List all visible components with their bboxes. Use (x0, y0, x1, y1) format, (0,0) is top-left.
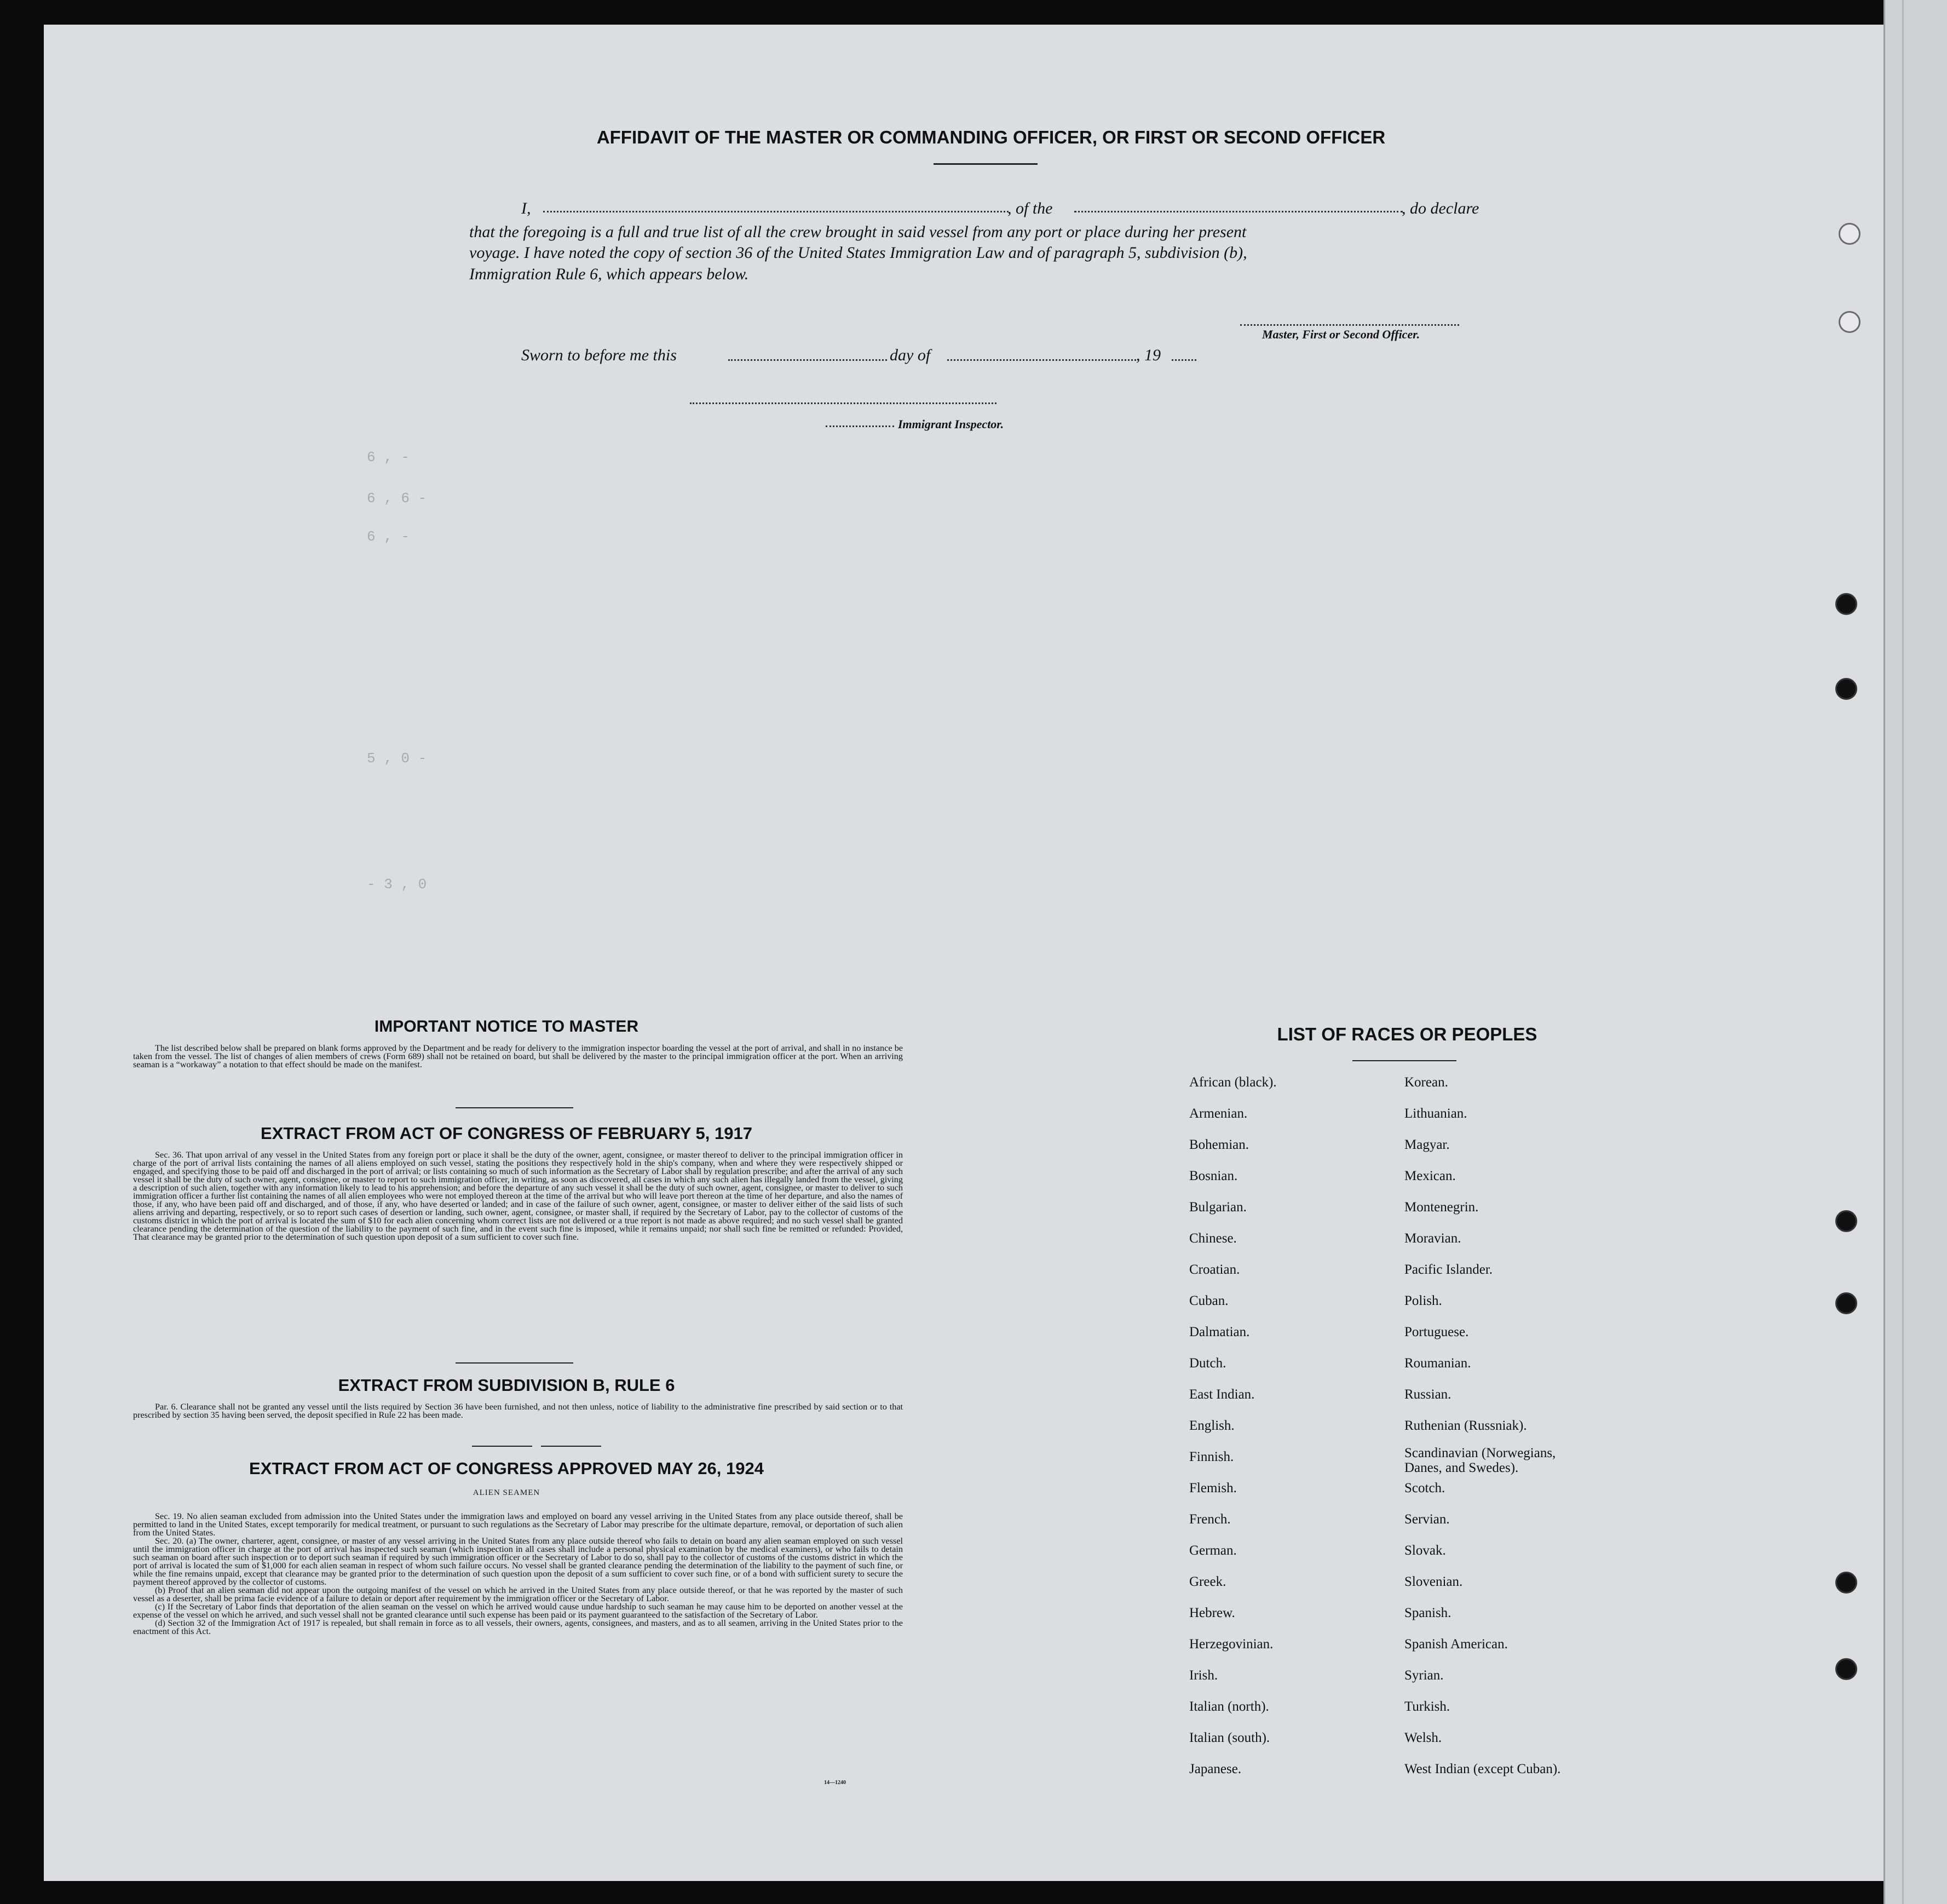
section-rule (456, 1107, 573, 1108)
race-item: Bosnian. (1189, 1169, 1238, 1183)
race-item: Servian. (1404, 1512, 1450, 1527)
race-item: Finnish. (1189, 1449, 1234, 1464)
race-item: Turkish. (1404, 1699, 1450, 1714)
inspector-label-dots (826, 425, 894, 427)
affidavit-of-the-label: , of the (1007, 199, 1053, 217)
master-signature-blank[interactable] (1240, 324, 1459, 326)
race-item: English. (1189, 1418, 1235, 1433)
race-item: German. (1189, 1543, 1237, 1558)
extract-1924-title: EXTRACT FROM ACT OF CONGRESS APPROVED MAY 26, 1924 (249, 1459, 764, 1478)
race-item: Slovenian. (1404, 1574, 1463, 1589)
race-item: Scandinavian (Norwegians, (1404, 1446, 1556, 1460)
section-rule (472, 1446, 532, 1447)
race-item: Greek. (1189, 1574, 1226, 1589)
extract-rule6-title: EXTRACT FROM SUBDIVISION B, RULE 6 (338, 1376, 675, 1395)
race-item: Cuban. (1189, 1293, 1229, 1308)
race-item: Mexican. (1404, 1169, 1456, 1183)
bleed-through-mark: 6 , 6 - (367, 490, 427, 507)
race-item: Chinese. (1189, 1231, 1237, 1246)
race-item: Syrian. (1404, 1668, 1444, 1683)
affidavit-line-4: Immigration Rule 6, which appears below. (469, 265, 749, 283)
race-item: Bohemian. (1189, 1137, 1249, 1152)
sec-20c-paragraph: (c) If the Secretary of Labor finds that deportation of the alien seaman on the vessel on which he arrived would cause undue hardship to such seaman he may cause him to be deported on another vessel at the expense of the vessel on which he arrived, and such vessel shall not be granted clearance until such expense has been paid or its payment guaranteed to the satisfaction of the Secretary of Labor. (133, 1602, 903, 1620)
page-edge-line (1883, 0, 1885, 1904)
races-title: LIST OF RACES OR PEOPLES (1277, 1024, 1537, 1044)
race-item: Flemish. (1189, 1481, 1237, 1495)
race-item: French. (1189, 1512, 1231, 1527)
sec-20b-paragraph: (b) Proof that an alien seaman did not appear upon the outgoing manifest of the vessel on which he arrived in the United States from any place outside thereof, or that he was reported by the master of such vessel as a deserter, shall be prima facie evidence of a failure to detain or deport after requirement by the immigration officer or the Secretary of Labor. (133, 1585, 903, 1603)
race-item: Portuguese. (1404, 1325, 1469, 1339)
binder-hole (1835, 593, 1857, 615)
page-edge (1883, 0, 1947, 1904)
sec-20d-paragraph: (d) Section 32 of the Immigration Act of 1917 is repealed, but shall remain in force as to all vessels, their owners, agents, consignees, and masters, and as to all seamen, arriving in the United States prior to the enactment of this Act. (133, 1618, 903, 1636)
sworn-month-blank[interactable] (947, 359, 1136, 361)
race-item: Ruthenian (Russniak). (1404, 1418, 1527, 1433)
race-item: Hebrew. (1189, 1606, 1235, 1620)
vessel-blank[interactable] (1074, 211, 1403, 212)
notice-paragraph: The list described below shall be prepared on blank forms approved by the Department and be ready for delivery to the immigration inspector boarding the vessel at the port of arrival, and shall in no instance be taken from the vessel. The list of changes of alien members of crews (Form 689) shall not be retained on board, but shall be delivered by the master to the principal immigration officer at the port. When an arriving seaman is a “workaway” a notation to that effect should be made on the manifest. (133, 1043, 903, 1069)
sworn-prefix: Sworn to before me this (521, 346, 677, 364)
race-item: Slovak. (1404, 1543, 1446, 1558)
binder-hole (1835, 1292, 1857, 1314)
sworn-day-of-label: day of (890, 346, 931, 364)
section-rule (456, 1362, 573, 1364)
notice-title: IMPORTANT NOTICE TO MASTER (374, 1017, 639, 1036)
binder-hole (1835, 1210, 1857, 1232)
affidavit-line-3: voyage. I have noted the copy of section 36 of the United States Immigration Law and of paragraph 5, subdivision (b), (469, 244, 1247, 262)
extract-1917-paragraph: Sec. 36. That upon arrival of any vessel in the United States from any foreign port or place it shall be the duty of the owner, agent, consignee, or master thereof to deliver to the principal immigration officer in charge of the port of arrival lists containing the names of all aliens employed on such vessel, stating the positions they respectively hold in the ship's company, when and where they were respectively shipped or engaged, and specifying those to be paid off and discharged in the port of arrival; or lists containing so much of such information as the Secretary of Labor shall by regulation prescribe; and after the arrival of any such vessel it shall be the duty of such owner, agent, consignee, or master to report to such immigration officer, in writing, as soon as discovered, all cases in which any such alien has illegally landed from the vessel, giving a description of such alien, together with any information likely to lead to his apprehension; and before the departure of any such vessel it shall be the duty of such owner, agent, consignee, or master to deliver to such immigration officer a further list containing the names of all alien employees who were not employed thereon at the time of the arrival but who will leave port thereon at the time of her departure, and also the names of those, if any, who have been paid off and discharged, and of those, if any, who have deserted or landed; and in case of the failure of such owner, agent, consignee, or master to deliver either of the said lists of such aliens arriving and departing, respectively, or so to report such cases of desertion or landing, such owner, agent, consignee, or master shall, if required by the Secretary of Labor, pay to the collector of customs of the customs district in which the port of arrival is located the sum of $10 for each alien concerning whom correct lists are not delivered or a true report is not made as above required; and no such vessel shall be granted clearance pending the determination of the question of the liability to the payment of such fine, and in the event such fine is imposed, while it remains unpaid; nor shall such fine be remitted or refunded: Provided, That clearance may be granted prior to the determination of such question upon deposit of a sum sufficient to cover such fine. (133, 1150, 903, 1242)
race-item: Italian (north). (1189, 1699, 1269, 1714)
race-item: Spanish. (1404, 1606, 1451, 1620)
affidavit-do-declare-label: , do declare (1402, 199, 1479, 217)
race-item: Dutch. (1189, 1356, 1226, 1371)
race-item: West Indian (except Cuban). (1404, 1762, 1561, 1776)
race-item: Polish. (1404, 1293, 1442, 1308)
affidavit-title: AFFIDAVIT OF THE MASTER OR COMMANDING OFFICER, OR FIRST OR SECOND OFFICER (596, 127, 1386, 147)
page-edge-line (1902, 0, 1904, 1904)
race-item: Russian. (1404, 1387, 1451, 1402)
master-signature-label: Master, First or Second Officer. (1262, 327, 1420, 341)
race-item: Roumanian. (1404, 1356, 1471, 1371)
binder-hole (1839, 223, 1860, 245)
race-item: Bulgarian. (1189, 1200, 1247, 1215)
race-item: East Indian. (1189, 1387, 1255, 1402)
sworn-year-blank[interactable] (1172, 359, 1196, 361)
race-item: Welsh. (1404, 1730, 1442, 1745)
binder-hole (1835, 678, 1857, 700)
inspector-signature-blank[interactable] (690, 402, 996, 404)
extract-1917-title: EXTRACT FROM ACT OF CONGRESS OF FEBRUARY 5, 1917 (261, 1124, 752, 1143)
races-title-rule (1352, 1060, 1456, 1061)
alien-seamen-subtitle: ALIEN SEAMEN (473, 1488, 540, 1497)
sworn-day-blank[interactable] (728, 359, 887, 361)
race-item-continued: Danes, and Swedes). (1404, 1460, 1519, 1475)
binder-hole (1835, 1658, 1857, 1680)
sec-20a-paragraph: Sec. 20. (a) The owner, charterer, agent, consignee, or master of any vessel arriving in the United States from any place outside thereof who fails to detain on board any alien seaman employed on such vessel until the immigration officer in charge at the port of arrival has inspected such seaman (which inspection in all cases shall include a personal physical examination by the medical examiners), or who fails to detain such seaman on board after such inspection or to deport such seaman if required by such immigration officer or the Secretary of Labor to do so, shall pay to the collector of customs of the customs district in which the port of arrival is located the sum of $1,000 for each alien seaman in respect of whom such failure occurs. No vessel shall be granted clearance pending the determination of the liability to the payment of such fine, or while the fine remains unpaid, except that clearance may be granted prior to the determination of such question upon the deposit of a sum sufficient to cover such fine, or of a bond with sufficient surety to secure the payment thereof approved by the collector of customs. (133, 1536, 903, 1587)
affidavit-i-label: I, (521, 199, 531, 217)
binder-hole (1839, 311, 1860, 333)
affidavit-line-2: that the foregoing is a full and true list of all the crew brought in said vessel from any port or place during her present (469, 223, 1247, 241)
bleed-through-mark: - 3 , 0 (367, 876, 427, 893)
race-item: Spanish American. (1404, 1637, 1508, 1652)
section-rule (541, 1446, 601, 1447)
extract-1917-text (133, 1151, 903, 1241)
race-item: African (black). (1189, 1075, 1277, 1090)
extract-rule6-paragraph: Par. 6. Clearance shall not be granted any vessel until the lists required by Section 36 have been furnished, and not then unless, notice of liability to the administrative fine prescribed by said section or to that prescribed by section 35 having been served, the deposit specified in Rule 22 has been made. (133, 1402, 903, 1420)
race-item: Irish. (1189, 1668, 1218, 1683)
race-item: Italian (south). (1189, 1730, 1270, 1745)
notice-text (133, 1044, 903, 1069)
bleed-through-mark: 5 , 0 - (367, 750, 427, 767)
sec-19-paragraph: Sec. 19. No alien seaman excluded from admission into the United States under the immigration laws and employed on board any vessel arriving in the United States from any place outside thereof, shall be permitted to land in the United States, except temporarily for medical treatment, or pursuant to such regulations as the Secretary of Labor may prescribe for the ultimate departure, removal, or deportation of such alien from the United States. (133, 1511, 903, 1538)
race-item: Korean. (1404, 1075, 1448, 1090)
bleed-through-mark: 6 , - (367, 449, 410, 465)
race-item: Montenegrin. (1404, 1200, 1479, 1215)
race-item: Pacific Islander. (1404, 1262, 1493, 1277)
title-rule (934, 163, 1038, 165)
race-item: Croatian. (1189, 1262, 1240, 1277)
name-blank[interactable] (543, 211, 1009, 212)
race-item: Lithuanian. (1404, 1106, 1467, 1121)
race-item: Dalmatian. (1189, 1325, 1250, 1339)
form-number: 14—1240 (824, 1780, 846, 1786)
race-item: Japanese. (1189, 1762, 1242, 1776)
extract-rule6-text (133, 1403, 903, 1419)
inspector-signature-label: Immigrant Inspector. (898, 417, 1004, 431)
race-item: Herzegovinian. (1189, 1637, 1274, 1652)
race-item: Armenian. (1189, 1106, 1248, 1121)
race-item: Magyar. (1404, 1137, 1450, 1152)
race-item: Moravian. (1404, 1231, 1461, 1246)
race-item: Scotch. (1404, 1481, 1445, 1495)
binder-hole (1835, 1572, 1857, 1594)
bleed-through-mark: 6 , - (367, 528, 410, 545)
extract-1924-text (133, 1512, 903, 1636)
sworn-year-label: , 19 (1136, 346, 1161, 364)
